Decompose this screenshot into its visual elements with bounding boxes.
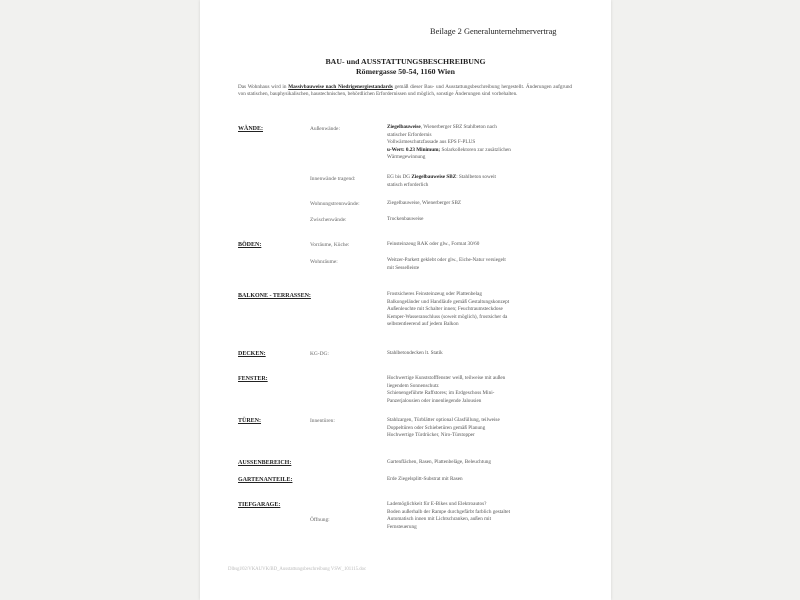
desc-aussenbereich: Gartenflächen, Rasen, Plattenbeläge, Beleuchtung (387, 459, 491, 465)
desc-line: Kemper-Wasseranschluss (soweit möglich), frostsicher da (387, 313, 508, 320)
desc-line: Boden außerhalb der Rampe durchgefärbt farblich gestaltet (387, 508, 511, 515)
intro-text-before: Das Wohnhaus wird in (238, 84, 289, 90)
desc-line: Außenleuchte mit Schalter innen; Feuchtraumsteckdose (387, 306, 503, 313)
desc-line (387, 174, 577, 182)
desc-line: Lademöglichkeit für E-Bikes und Elektroautos? (387, 501, 487, 507)
desc-line: Hochwertige Türdrücker, Niro-Türstopper (387, 432, 475, 439)
section-heading-tueren: TÜREN: (238, 418, 262, 424)
label-oeffnung: Öffnung: (310, 517, 330, 523)
section-heading-waende: WÄNDE: (238, 126, 263, 132)
desc-line: Schienengeführte Raffstores; im Erdgeschoss Mini- (387, 390, 495, 397)
desc-line: Weitzer-Parkett geklebt oder glw., Eiche-Natur versiegelt (387, 257, 506, 263)
desc-line: Fernsteuerung (387, 523, 417, 530)
section-heading-fenster: FENSTER: (238, 376, 268, 382)
desc-line: Frostsicheres Feinsteinzeug oder Plattenbelag (387, 291, 482, 297)
desc-bold: Ziegelbauweise SBZ (411, 174, 457, 180)
desc-gartenanteile: Erde Ziegelsplitt-Substrat mit Rasen (387, 476, 463, 482)
intro-text-after: gemäß dieser Bau- und Ausstattungsbeschreibung hergestellt. Änderungen aufgrund von statischen, bauphysikalischen, haustechnischen, behördlichen Erfordernissen und möglich, sonstige Änderungen sind vorbehalten. (238, 84, 573, 97)
label-kg-dg: KG-DG: (310, 351, 329, 357)
desc-text: : Stahlbeton soweit (456, 174, 496, 180)
desc-line: Vollwärmeschutzfassade aus EPS F-PLUS (387, 139, 476, 146)
desc-wohnungstrennwaende: Ziegelbauweise, Wienerberger SBZ (387, 200, 462, 206)
desc-line: Hochwertige Kunststofffenster weiß, teilweise mit außen (387, 375, 506, 381)
label-innenwaende: Innenwände tragend: (310, 176, 356, 182)
desc-line: Doppeltüren oder Schiebetüren gemäß Planung (387, 424, 486, 431)
desc-line: Automatisch innen mit Lichtschranken, außen mit (387, 516, 492, 523)
section-heading-decken: DECKEN: (238, 351, 266, 357)
label-vorraeume: Vorräume, Küche: (310, 242, 350, 248)
desc-aussenwaende (387, 124, 577, 162)
desc-line: Panzerjalousien oder innenliegende Jalousien (387, 397, 482, 404)
section-heading-gartenanteile: GARTENANTEILE: (238, 477, 293, 483)
desc-line: statischer Erfordernis (387, 131, 432, 138)
desc-zwischenwaende: Trockenbauweise (387, 216, 424, 222)
desc-line: Stahlzargen, Türblätter optional Glasfüllung, teilweise (387, 417, 500, 423)
desc-wohnraeume (387, 257, 577, 272)
desc-line: statisch erforderlich (387, 181, 429, 188)
desc-vorraeume: Feinsteinzeug RAK oder glw., Format 30/60 (387, 241, 480, 247)
desc-innenwaende (387, 174, 577, 189)
intro-paragraph (238, 84, 572, 98)
desc-bold: u-Wert: 0.23 Minimum; (387, 146, 441, 153)
section-heading-balkone: BALKONE - TERRASSEN: (238, 293, 311, 299)
desc-text: Solarkollektoren zur zusätzlichen (440, 146, 511, 153)
desc-line: liegendem Sonnenschutz (387, 382, 439, 389)
desc-line (387, 147, 577, 155)
desc-tueren (387, 417, 577, 440)
document-title: BAU- und AUSSTATTUNGSBESCHREIBUNG (325, 57, 486, 66)
label-innentueren: Innentüren: (310, 418, 335, 424)
label-aussenwaende: Außenwände: (310, 126, 340, 132)
desc-line (387, 124, 577, 132)
desc-text: EG bis DG (387, 174, 412, 180)
desc-line: Wärmegewinnung (387, 154, 426, 161)
desc-balkone (387, 291, 577, 329)
label-wohnungstrennwaende: Wohnungstrennwände: (310, 201, 360, 207)
desc-decken: Stahlbetondecken lt. Statik (387, 350, 443, 356)
annex-label: Beilage 2 Generalunternehmervertrag (430, 27, 557, 36)
desc-fenster (387, 375, 577, 405)
section-heading-tiefgarage: TIEFGARAGE: (238, 502, 281, 508)
desc-line: mit Sesselleiste (387, 264, 420, 271)
document-page (200, 0, 611, 600)
label-wohnraeume: Wohnräume: (310, 259, 338, 265)
footer-file-path: Dlbsgl/02/VKAUVK/BD_Ausstattungsbeschreibung VSW_101115.doc (228, 567, 367, 572)
desc-tiefgarage (387, 501, 577, 531)
desc-bold: Ziegelbauweise (387, 124, 421, 130)
section-heading-aussenbereich: AUSSENBEREICH: (238, 460, 292, 466)
document-address: Römergasse 50-54, 1160 Wien (356, 67, 455, 76)
label-zwischenwaende: Zwischenwände: (310, 217, 347, 223)
desc-line: selbstentleerend auf jedem Balkon (387, 321, 459, 328)
desc-line: Balkongeländer und Handläufe gemäß Gestaltungskonzept (387, 298, 510, 305)
section-heading-boeden: BÖDEN: (238, 242, 262, 248)
desc-text: , Wienerberger SBZ Stahlbeton nach (420, 124, 497, 130)
intro-emphasis: Massivbauweise nach Niedrigenergiestandards (288, 84, 393, 90)
